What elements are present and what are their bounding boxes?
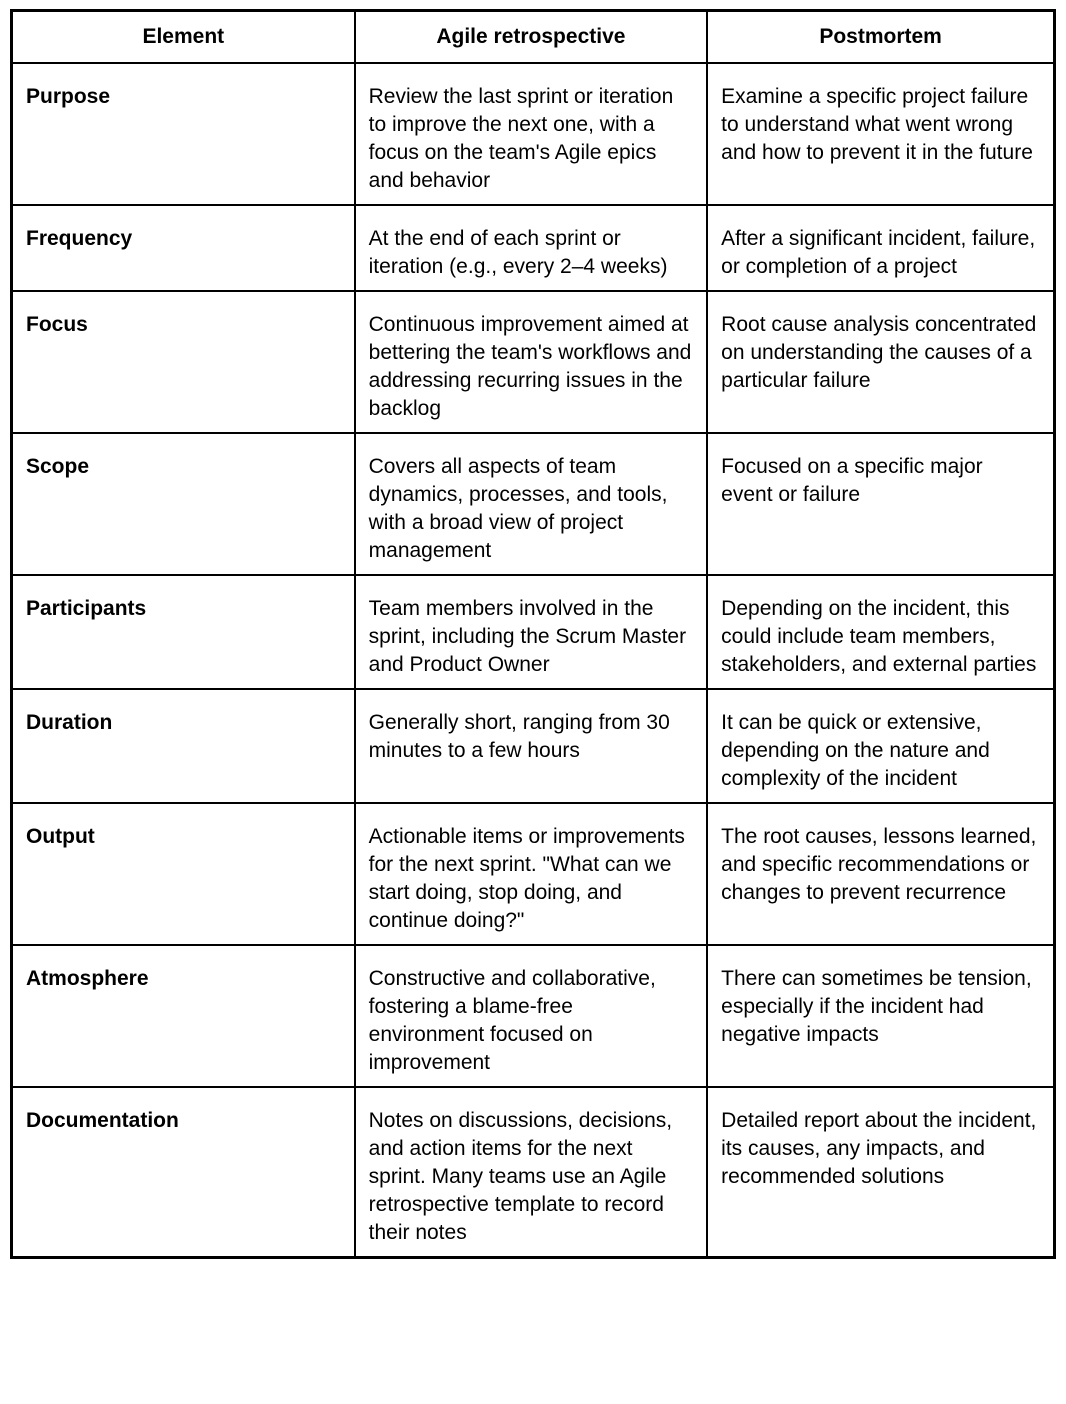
row-label: Scope <box>12 433 355 575</box>
header-row <box>12 11 1055 64</box>
postmortem-cell: Root cause analysis concentrated on understanding the causes of a particular failure <box>707 291 1054 433</box>
table-row <box>12 63 1055 205</box>
agile-retrospective-cell: Covers all aspects of team dynamics, processes, and tools, with a broad view of project management <box>355 433 708 575</box>
table-row <box>12 945 1055 1087</box>
row-label: Documentation <box>12 1087 355 1258</box>
postmortem-cell: It can be quick or extensive, depending on the nature and complexity of the incident <box>707 689 1054 803</box>
postmortem-cell: There can sometimes be tension, especially if the incident had negative impacts <box>707 945 1054 1087</box>
table-row <box>12 433 1055 575</box>
table-body <box>12 63 1055 1258</box>
row-label: Focus <box>12 291 355 433</box>
agile-retrospective-cell: Constructive and collaborative, fostering a blame-free environment focused on improvement <box>355 945 708 1087</box>
comparison-table <box>10 9 1056 1259</box>
postmortem-cell: Examine a specific project failure to understand what went wrong and how to prevent it in the future <box>707 63 1054 205</box>
table-header <box>12 11 1055 64</box>
row-label: Frequency <box>12 205 355 291</box>
agile-retrospective-cell: Continuous improvement aimed at bettering the team's workflows and addressing recurring issues in the backlog <box>355 291 708 433</box>
table-row <box>12 291 1055 433</box>
agile-retrospective-cell: Notes on discussions, decisions, and action items for the next sprint. Many teams use an Agile retrospective template to record their notes <box>355 1087 708 1258</box>
header-postmortem: Postmortem <box>707 11 1054 64</box>
header-agile-retrospective: Agile retrospective <box>355 11 708 64</box>
postmortem-cell: Focused on a specific major event or failure <box>707 433 1054 575</box>
agile-retrospective-cell: Team members involved in the sprint, including the Scrum Master and Product Owner <box>355 575 708 689</box>
postmortem-cell: After a significant incident, failure, or completion of a project <box>707 205 1054 291</box>
agile-retrospective-cell: At the end of each sprint or iteration (e.g., every 2–4 weeks) <box>355 205 708 291</box>
row-label: Participants <box>12 575 355 689</box>
header-element: Element <box>12 11 355 64</box>
table-row <box>12 575 1055 689</box>
postmortem-cell: The root causes, lessons learned, and specific recommendations or changes to prevent recurrence <box>707 803 1054 945</box>
table-row <box>12 205 1055 291</box>
row-label: Output <box>12 803 355 945</box>
table-row <box>12 803 1055 945</box>
row-label: Duration <box>12 689 355 803</box>
table-row <box>12 1087 1055 1258</box>
postmortem-cell: Detailed report about the incident, its causes, any impacts, and recommended solutions <box>707 1087 1054 1258</box>
agile-retrospective-cell: Review the last sprint or iteration to improve the next one, with a focus on the team's Agile epics and behavior <box>355 63 708 205</box>
agile-retrospective-cell: Generally short, ranging from 30 minutes to a few hours <box>355 689 708 803</box>
row-label: Atmosphere <box>12 945 355 1087</box>
agile-retrospective-cell: Actionable items or improvements for the next sprint. "What can we start doing, stop doing, and continue doing?" <box>355 803 708 945</box>
row-label: Purpose <box>12 63 355 205</box>
postmortem-cell: Depending on the incident, this could include team members, stakeholders, and external parties <box>707 575 1054 689</box>
table-row <box>12 689 1055 803</box>
